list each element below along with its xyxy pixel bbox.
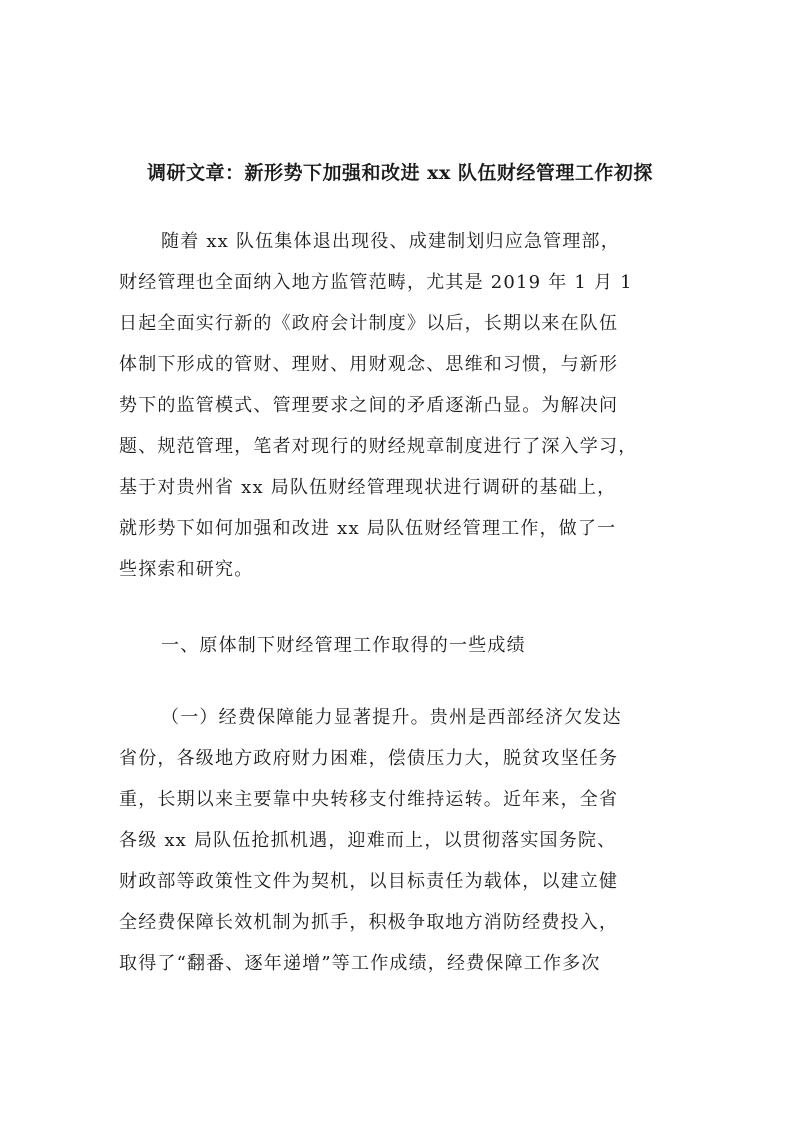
paragraph2-line-5: 财政部等政策性文件为契机，以目标责任为载体，以建立健 bbox=[119, 871, 619, 892]
paragraph1-line-6: 题、规范管理，笔者对现行的财经规章制度进行了深入学习， bbox=[119, 436, 638, 457]
paragraph2-line-7: 取得了“翻番、逐年递增”等工作成绩，经费保障工作多次 bbox=[119, 953, 601, 974]
paragraph2-line-2: 省份，各级地方政府财力困难，偿债压力大，脱贫攻坚任务 bbox=[119, 748, 619, 769]
paragraph1-line-5: 势下的监管模式、管理要求之间的矛盾逐渐凸显。为解决问 bbox=[119, 395, 619, 416]
paragraph1-line-9: 些探索和研究。 bbox=[119, 559, 254, 580]
paragraph1-line-8: 就形势下如何加强和改进 xx 局队伍财经管理工作，做了一 bbox=[119, 518, 617, 539]
paragraph1-line-7: 基于对贵州省 xx 局队伍财经管理现状进行调研的基础上， bbox=[119, 477, 617, 498]
paragraph1-line-1: 随着 xx 队伍集体退出现役、成建制划归应急管理部， bbox=[161, 231, 620, 252]
paragraph1-line-2: 财经管理也全面纳入地方监管范畴，尤其是 2019 年 1 月 1 bbox=[119, 272, 633, 293]
paragraph2-line-3: 重，长期以来主要靠中央转移支付维持运转。近年来，全省 bbox=[119, 789, 619, 810]
paragraph2-line-4: 各级 xx 局队伍抢抓机遇，迎难而上，以贯彻落实国务院、 bbox=[119, 830, 617, 851]
paragraph1-line-3: 日起全面实行新的《政府会计制度》以后，长期以来在队伍 bbox=[119, 313, 619, 334]
paragraph1-line-4: 体制下形成的管财、理财、用财观念、思维和习惯，与新形 bbox=[119, 354, 619, 375]
paragraph2-line-1: （一）经费保障能力显著提升。贵州是西部经济欠发达 bbox=[161, 707, 622, 728]
section-heading: 一、原体制下财经管理工作取得的一些成绩 bbox=[161, 635, 526, 656]
paragraph2-line-6: 全经费保障长效机制为抓手，积极争取地方消防经费投入， bbox=[119, 912, 619, 933]
document-title: 调研文章：新形势下加强和改进 xx 队伍财经管理工作初探 bbox=[147, 162, 653, 184]
